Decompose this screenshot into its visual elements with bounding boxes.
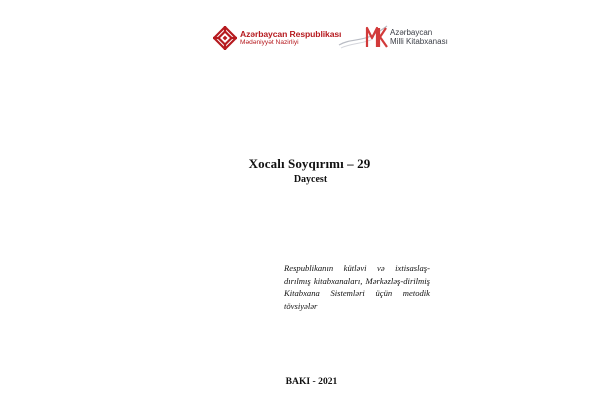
ministry-logo-line2: Mədəniyyət Nazirliyi — [240, 38, 299, 46]
library-logo-line1: Azərbaycan — [390, 27, 433, 37]
document-title: Xocalı Soyqırımı – 29 — [248, 156, 371, 171]
document-subtitle: Daycest — [293, 174, 328, 185]
library-logo-line2: Milli Kitabxanası — [390, 36, 448, 46]
ornament-knot-icon — [213, 26, 237, 50]
ministry-logo-line1: Azərbaycan Respublikası — [240, 28, 342, 39]
publication-place-year: BAKI - 2021 — [285, 376, 338, 387]
library-monogram-icon — [337, 23, 389, 51]
national-library-logo — [337, 22, 448, 52]
document-description: Respublikanın kütləvi və ixtisaslaş-dırılmış kitabxanaları, Mərkəzləş-dirilmiş Kitabxana Sistemləri üçün metodik tövsiyələr — [284, 263, 430, 311]
ministry-of-culture-logo — [213, 26, 341, 50]
